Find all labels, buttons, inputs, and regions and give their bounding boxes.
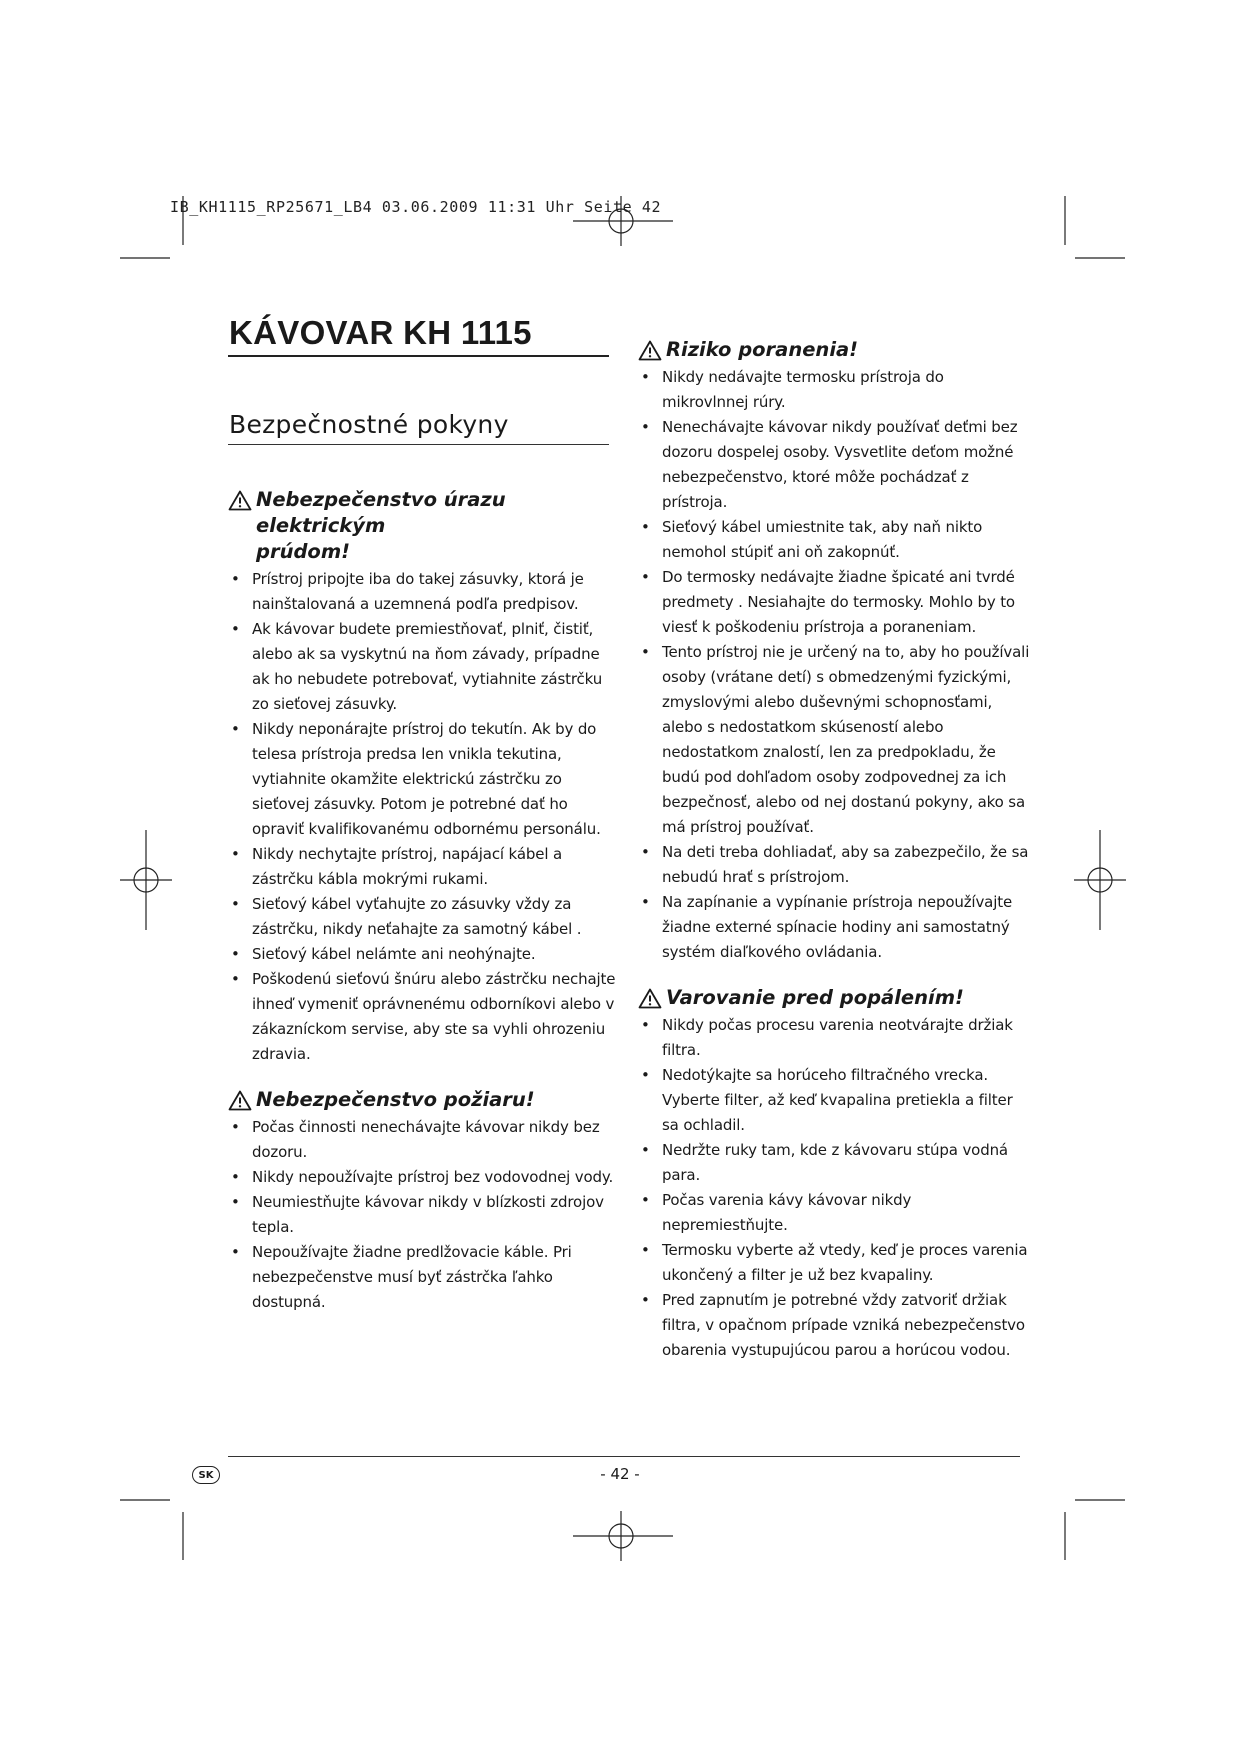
block-heading-line1: Nebezpečenstvo úrazu elektrickým: [256, 488, 506, 537]
list-item: • Na deti treba dohliadať, aby sa zabezpečilo, že sa nebudú hrať s prístrojom.: [638, 840, 1033, 890]
block-heading: [228, 1087, 618, 1113]
block-burn: [638, 985, 1033, 1363]
page-title: KÁVOVAR KH 1115: [229, 314, 532, 351]
left-column: [228, 487, 618, 1315]
right-column: [638, 337, 1033, 1363]
block-electric: [228, 487, 618, 1067]
list-item: • Na zapínanie a vypínanie prístroja nepoužívajte žiadne externé spínacie hodiny ani samostatný systém diaľkového ovládania.: [638, 890, 1033, 965]
list-item: • Nikdy nedávajte termosku prístroja do mikrovlnnej rúry.: [638, 365, 1033, 415]
block-heading: [638, 337, 1033, 363]
block-injury: [638, 337, 1033, 965]
list-item: • Nikdy nechytajte prístroj, napájací kábel a zástrčku kábla mokrými rukami.: [228, 842, 618, 892]
list-item: • Ak kávovar budete premiestňovať, plniť, čistiť, alebo ak sa vyskytnú na ňom závady, prípadne ak ho nebudete potrebovať, vytiahnite zástrčku zo sieťovej zásuvky.: [228, 617, 618, 717]
list-item: • Počas varenia kávy kávovar nikdy nepremiestňujte.: [638, 1188, 1033, 1238]
block-heading-text: Varovanie pred popálením!: [666, 986, 964, 1009]
warning-icon: [228, 1090, 252, 1111]
title-rule: [228, 355, 609, 357]
list-item: • Sieťový kábel vyťahujte zo zásuvky vždy za zástrčku, nikdy neťahajte za samotný kábel .: [228, 892, 618, 942]
section-title: Bezpečnostné pokyny: [229, 410, 509, 439]
bullet-list: [228, 567, 618, 1067]
page-number: - 42 -: [600, 1465, 640, 1483]
warning-icon: [638, 988, 662, 1009]
list-item: • Poškodenú sieťovú šnúru alebo zástrčku nechajte ihneď vymeniť oprávnenému odborníkovi alebo v zákazníckom servise, aby ste sa vyhli ohrozeniu zdravia.: [228, 967, 618, 1067]
block-heading: [638, 985, 1033, 1011]
block-heading-text: Riziko poranenia!: [666, 338, 859, 361]
bullet-list: [638, 1013, 1033, 1363]
list-item: • Nenechávajte kávovar nikdy používať deťmi bez dozoru dospelej osoby. Vysvetlite deťom možné nebezpečenstvo, ktoré môže pochádzať z prístroja.: [638, 415, 1033, 515]
block-fire: [228, 1087, 618, 1315]
list-item: • Prístroj pripojte iba do takej zásuvky, ktorá je nainštalovaná a uzemnená podľa predpisov.: [228, 567, 618, 617]
footer-rule: [228, 1456, 1020, 1457]
bullet-list: [228, 1115, 618, 1315]
list-item: • Nedržte ruky tam, kde z kávovaru stúpa vodná para.: [638, 1138, 1033, 1188]
list-item: • Počas činnosti nenechávajte kávovar nikdy bez dozoru.: [228, 1115, 618, 1165]
print-slug: IB_KH1115_RP25671_LB4 03.06.2009 11:31 Uhr Seite 42: [170, 198, 662, 216]
block-heading-line2: prúdom!: [256, 540, 351, 563]
list-item: • Sieťový kábel umiestnite tak, aby naň nikto nemohol stúpiť ani oň zakopnúť.: [638, 515, 1033, 565]
list-item: • Nedotýkajte sa horúceho filtračného vrecka. Vyberte filter, až keď kvapalina pretiekla a filter sa ochladil.: [638, 1063, 1033, 1138]
list-item: • Nepoužívajte žiadne predlžovacie káble. Pri nebezpečenstve musí byť zástrčka ľahko dostupná.: [228, 1240, 618, 1315]
list-item: • Sieťový kábel nelámte ani neohýnajte.: [228, 942, 618, 967]
block-heading-text: Nebezpečenstvo požiaru!: [256, 1088, 535, 1111]
block-heading: [228, 487, 618, 565]
list-item: • Neumiestňujte kávovar nikdy v blízkosti zdrojov tepla.: [228, 1190, 618, 1240]
bullet-list: [638, 365, 1033, 965]
list-item: • Termosku vyberte až vtedy, keď je proces varenia ukončený a filter je už bez kvapaliny.: [638, 1238, 1033, 1288]
list-item: • Do termosky nedávajte žiadne špicaté ani tvrdé predmety . Nesiahajte do termosky. Mohlo by to viesť k poškodeniu prístroja a poraneniam.: [638, 565, 1033, 640]
list-item: • Nikdy nepoužívajte prístroj bez vodovodnej vody.: [228, 1165, 618, 1190]
warning-icon: [228, 490, 252, 511]
list-item: • Pred zapnutím je potrebné vždy zatvoriť držiak filtra, v opačnom prípade vzniká nebezpečenstvo obarenia vystupujúcou parou a horúcou vodou.: [638, 1288, 1033, 1363]
warning-icon: [638, 340, 662, 361]
list-item: • Tento prístroj nie je určený na to, aby ho používali osoby (vrátane detí) s obmedzenými fyzickými, zmyslovými alebo duševnými schopnosťami, alebo s nedostatkom skúseností alebo nedostatkom znalostí, len za predpokladu, že budú pod dohľadom osoby zodpovednej za ich bezpečnosť, alebo od nej dostanú pokyny, ako sa má prístroj používať.: [638, 640, 1033, 840]
list-item: • Nikdy počas procesu varenia neotvárajte držiak filtra.: [638, 1013, 1033, 1063]
list-item: • Nikdy neponárajte prístroj do tekutín. Ak by do telesa prístroja predsa len vnikla tekutina, vytiahnite okamžite elektrickú zástrčku zo sieťovej zásuvky. Potom je potrebné dať ho opraviť kvalifikovanému odbornému personálu.: [228, 717, 618, 842]
section-rule: [228, 444, 609, 445]
language-badge: SK: [192, 1466, 220, 1484]
